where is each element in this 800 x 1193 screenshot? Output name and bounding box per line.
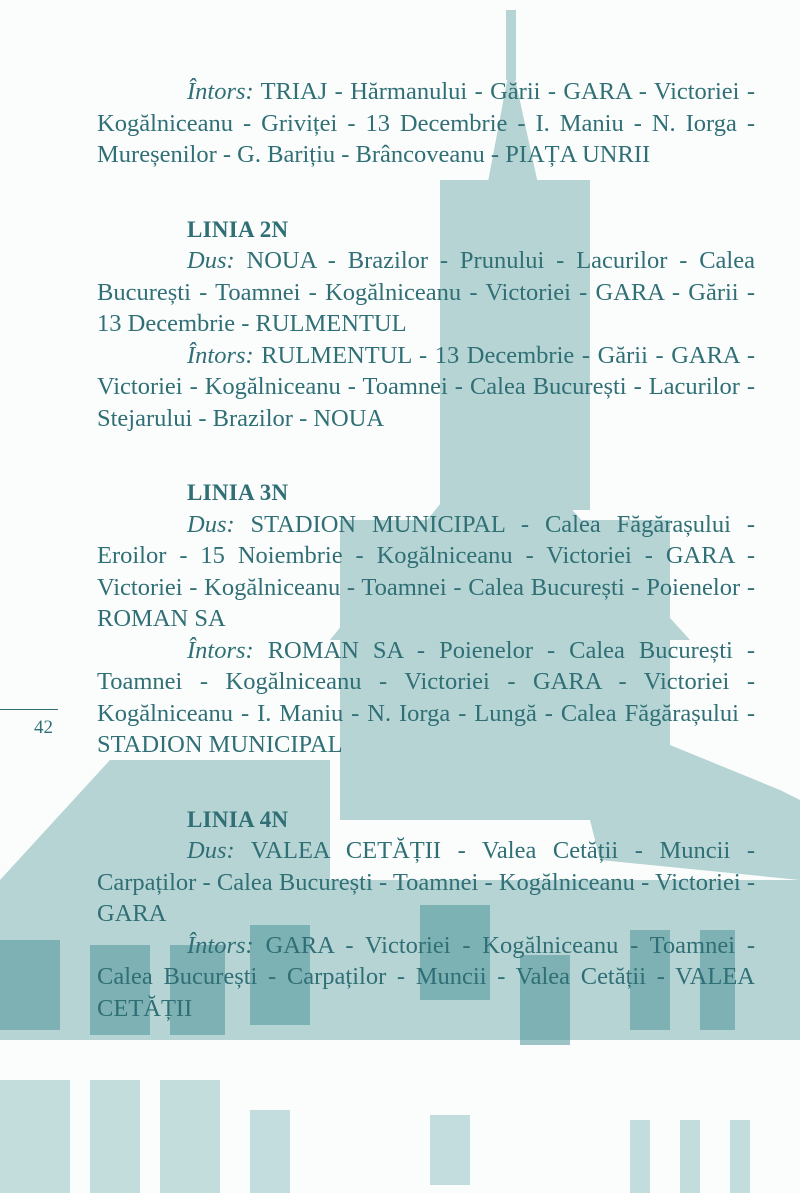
route-direction-label: Dus: bbox=[187, 837, 235, 864]
route-return-paragraph bbox=[97, 76, 755, 171]
route-stops: ROMAN SA - Poienelor - Calea București - Toamnei - Kogălniceanu - Victoriei - GARA - Victoriei - Kogălniceanu - I. Maniu - N. Iorga - Lungă - Calea Făgărașului - STADION MUNICIPAL bbox=[97, 636, 755, 758]
route-direction-label: Întors: bbox=[187, 341, 254, 369]
page-number: 42 bbox=[34, 717, 53, 738]
route-return-paragraph bbox=[97, 340, 755, 435]
route-outbound-paragraph bbox=[97, 509, 755, 635]
line-title-2n: LINIA 2N bbox=[187, 216, 289, 242]
route-direction-label: Întors: bbox=[187, 78, 254, 105]
route-outbound-paragraph bbox=[97, 245, 755, 340]
route-direction-label: Dus: bbox=[187, 510, 235, 538]
page-number-rule bbox=[0, 709, 58, 710]
route-stops: GARA - Victoriei - Kogălniceanu - Toamnei - Calea București - Carpaților - Muncii - Valea Cetății - VALEA CETĂȚII bbox=[97, 931, 755, 1022]
bus-routes-text bbox=[97, 76, 755, 1024]
route-return-paragraph bbox=[97, 635, 755, 761]
route-outbound-paragraph bbox=[97, 835, 755, 930]
route-return-paragraph bbox=[97, 930, 755, 1025]
route-direction-label: Dus: bbox=[187, 247, 235, 274]
route-stops: VALEA CETĂȚII - Valea Cetății - Muncii - Carpaților - Calea București - Toamnei - Kogălniceanu - Victoriei - GARA bbox=[97, 837, 755, 927]
route-stops: STADION MUNICIPAL - Calea Făgărașului - Eroilor - 15 Noiembrie - Kogălniceanu - Victoriei - GARA - Victoriei - Kogălniceanu - Toamnei - Calea București - Poienelor - ROMAN SA bbox=[97, 510, 755, 632]
route-stops: RULMENTUL - 13 Decembrie - Gării - GARA - Victoriei - Kogălniceanu - Toamnei - Calea București - Lacurilor - Stejarului - Brazilor - NOUA bbox=[97, 341, 756, 432]
line-title-4n: LINIA 4N bbox=[187, 806, 289, 832]
route-stops: NOUA - Brazilor - Prunului - Lacurilor - Calea București - Toamnei - Kogălniceanu - Victoriei - GARA - Gării - 13 Decembrie - RULMENTUL bbox=[97, 247, 755, 337]
route-direction-label: Întors: bbox=[187, 636, 254, 664]
line-title-3n: LINIA 3N bbox=[187, 480, 289, 505]
route-direction-label: Întors: bbox=[187, 931, 254, 959]
route-stops: TRIAJ - Hărmanului - Gării - GARA - Victoriei - Kogălniceanu - Griviței - 13 Decembrie - I. Maniu - N. Iorga - Mureșenilor - G. Barițiu - Brâncoveanu - PIAȚA UNRII bbox=[97, 78, 755, 168]
